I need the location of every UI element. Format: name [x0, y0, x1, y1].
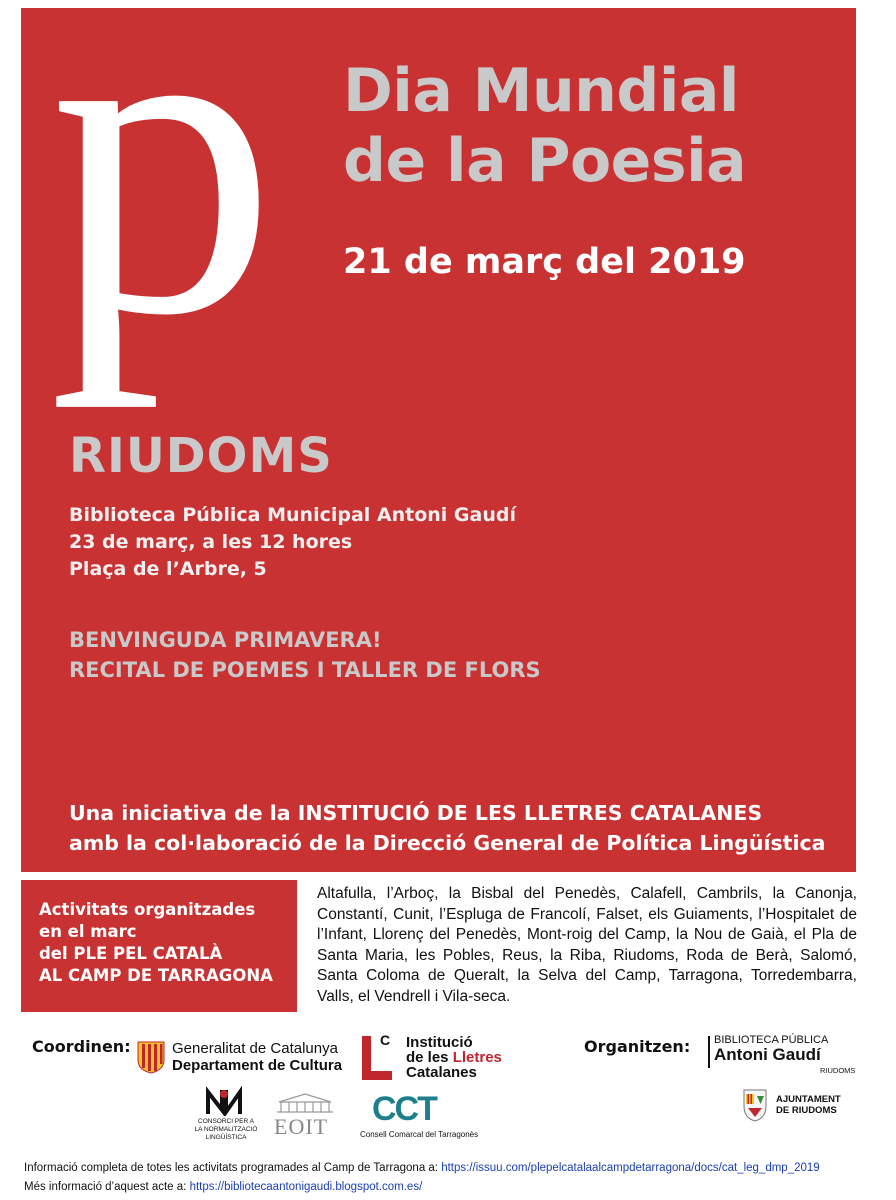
- ajuntament-logo: [740, 1086, 860, 1126]
- venue-address: Plaça de l’Arbre, 5: [69, 558, 267, 580]
- issuu-link[interactable]: https://issuu.com/plepelcatalaalcampdetarragona/docs/cat_leg_dmp_2019: [441, 1162, 820, 1174]
- venue-name: Biblioteca Pública Municipal Antoni Gaudí: [69, 504, 516, 526]
- event-time: 23 de març, a les 12 hores: [69, 531, 353, 553]
- cct-name: Consell Comarcal del Tarragonès: [360, 1130, 479, 1139]
- ilc-line-2a: de les: [406, 1049, 453, 1066]
- senyera-icon: [136, 1040, 166, 1074]
- ilc-line-3: Catalanes: [406, 1064, 477, 1081]
- ajuntament-line-1: AJUNTAMENT: [776, 1094, 841, 1105]
- cpnl-logo: [194, 1086, 258, 1144]
- framework-box: [21, 880, 297, 1012]
- framework-line-2: en el marc: [39, 922, 137, 941]
- town-heading: RIUDOMS: [69, 428, 333, 484]
- ilc-mark: C: [380, 1032, 391, 1048]
- event-title-line-1: BENVINGUDA PRIMAVERA!: [69, 628, 382, 652]
- cpnl-line-1: CONSORCI PER A: [198, 1118, 254, 1125]
- framework-line-3: del PLE PEL CATALÀ: [39, 944, 223, 963]
- event-title-line-2: RECITAL DE POEMES I TALLER DE FLORS: [69, 658, 541, 682]
- initiative-line-1: Una iniciativa de la INSTITUCIÓ DE LES LLETRES CATALANES: [69, 801, 763, 825]
- library-divider: [708, 1036, 710, 1068]
- ilc-logo: [360, 1034, 520, 1084]
- library-line-1: BIBLIOTECA PÚBLICA: [714, 1034, 829, 1046]
- framework-line-1: Activitats organitzades: [39, 900, 256, 919]
- cpnl-line-2: LA NORMALITZACIÓ: [194, 1126, 258, 1133]
- cpnl-mark-icon: [204, 1086, 244, 1116]
- department-name: Departament de Cultura: [172, 1057, 343, 1074]
- footer-info-line: [24, 1162, 820, 1174]
- ajuntament-line-2: DE RIUDOMS: [776, 1105, 837, 1116]
- title-line-2: de la Poesia: [343, 126, 747, 196]
- ilc-bar-base: [362, 1071, 392, 1080]
- blog-link[interactable]: https://bibliotecaantonigaudi.blogspot.com.es/: [189, 1181, 423, 1193]
- footer-more-line: [24, 1181, 422, 1193]
- library-line-2: Antoni Gaudí: [714, 1045, 821, 1064]
- eoit-text: EOIT: [274, 1114, 329, 1139]
- coat-of-arms-icon: [740, 1086, 770, 1122]
- title-line-1: Dia Mundial: [343, 56, 739, 126]
- eoit-logo: [270, 1092, 340, 1142]
- coordinate-label: Coordinen:: [32, 1037, 131, 1056]
- building-icon: [275, 1092, 335, 1114]
- library-logo: [708, 1034, 858, 1080]
- generalitat-name: Generalitat de Catalunya: [172, 1040, 338, 1057]
- ilc-line-1: Institució: [406, 1034, 473, 1051]
- organize-label: Organitzen:: [584, 1037, 691, 1056]
- generalitat-logo: [136, 1038, 356, 1078]
- cpnl-line-3: LINGÜÍSTICA: [205, 1134, 247, 1141]
- library-line-3: RIUDOMS: [820, 1066, 856, 1075]
- initiative-line-2: amb la col·laboració de la Direcció General de Política Lingüística: [69, 831, 826, 855]
- ilc-line-2b: Lletres: [452, 1049, 502, 1066]
- participating-towns: Altafulla, l’Arboç, la Bisbal del Penedès, Calafell, Cambrils, la Canonja, Constantí, Cunit, l’Espluga de Francolí, Falset, els Guiaments, l’Hospitalet de l’Infant, Llorenç del Penedès, Mont-roig del Camp, la Nou de Gaià, el Pla de Santa Maria, les Pobles, Reus, la Riba, Riudoms, Roda de Berà, Salomó, Santa Coloma de Queralt, la Selva del Camp, Tarragona, Torredembarra, Valls, el Vendrell i Vila-seca.: [317, 885, 857, 1005]
- cct-mark: CCT: [372, 1090, 436, 1128]
- poetry-p-logo: p: [49, 0, 277, 409]
- footer-more-text: Més informació d’aquest acte a:: [24, 1181, 190, 1193]
- event-date: 21 de març del 2019: [343, 242, 746, 282]
- cct-logo: [360, 1090, 480, 1144]
- framework-line-4: AL CAMP DE TARRAGONA: [39, 966, 273, 985]
- footer-info-text: Informació completa de totes les activitats programades al Camp de Tarragona a:: [24, 1162, 442, 1174]
- page-title: [343, 56, 746, 196]
- poster-panel: [21, 0, 856, 872]
